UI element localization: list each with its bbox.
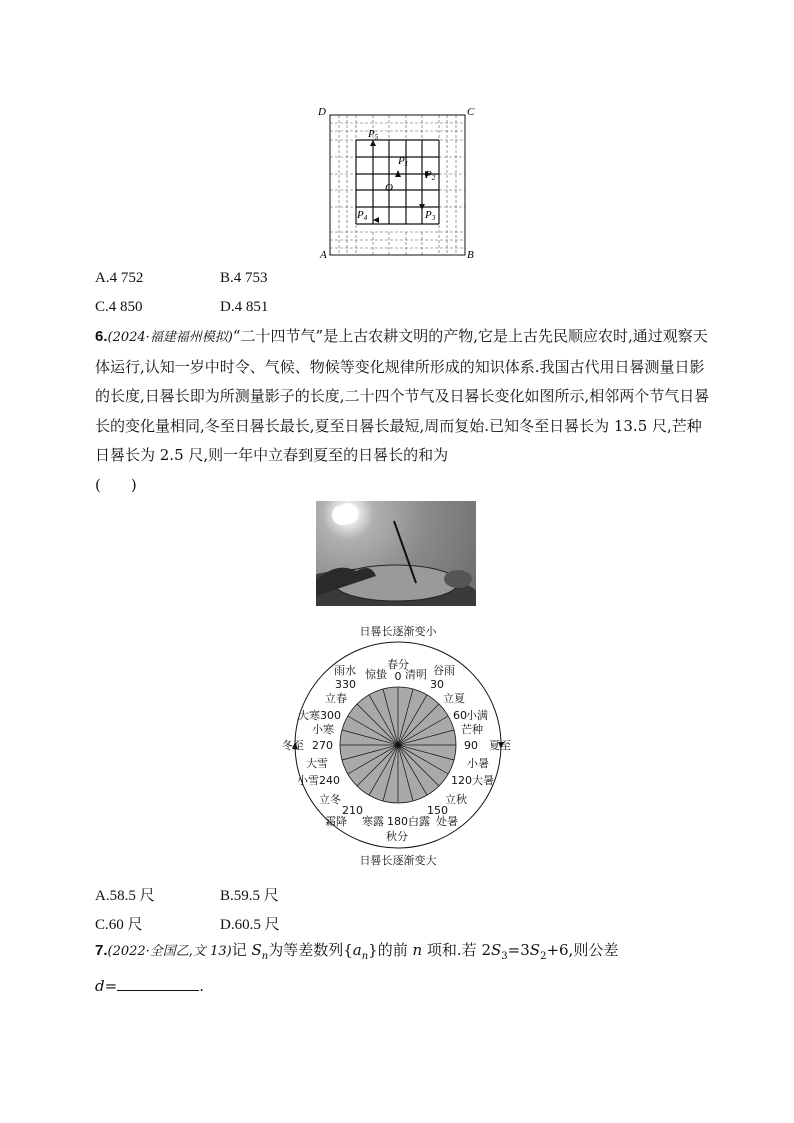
corner-label-b: B <box>467 249 474 260</box>
dial-bottom-caption: 日晷长逐渐变大 <box>359 854 437 867</box>
dial-spokes <box>340 687 456 803</box>
q7-stem: 7.(2022·全国乙,文 13)记 $S_n$为等差数列$\{a_n\}$的前 n 项和.若 $2S_3=3S_2+6$,则公差 d= . <box>95 941 619 995</box>
label-daxue: 大雪 <box>306 757 328 770</box>
q5-option-a: A.4 752 <box>95 270 144 286</box>
label-liqiu: 立秋 <box>445 793 467 806</box>
q6-paren: ( ) <box>95 475 137 494</box>
label-chunfen: 春分 <box>387 658 409 671</box>
corner-label-a: A <box>320 249 327 260</box>
label-180: 180 <box>387 815 408 828</box>
label-zero: 0 <box>394 670 402 683</box>
corner-label-c: C <box>467 106 475 118</box>
label-210: 210 <box>342 804 363 817</box>
q6-source: (2024·福建福州模拟) <box>107 330 233 345</box>
label-jingzhe: 惊蛰 <box>365 668 387 681</box>
label-qingming: 清明 <box>405 668 427 681</box>
q6-number: 6. <box>95 328 108 345</box>
label-chushu: 处暑 <box>436 815 458 828</box>
label-shuangjiang: 霜降 <box>325 815 347 828</box>
label-330: 330 <box>335 678 356 691</box>
label-lichun: 立春 <box>325 692 347 705</box>
q7-number: 7. <box>95 942 108 959</box>
point-label-p5: P5 <box>368 128 379 141</box>
label-winter: 冬至 <box>282 739 304 752</box>
label-bailu: 白露 <box>408 815 430 828</box>
grid-figure <box>315 100 485 260</box>
q6-text: “二十四节气”是上古农耕文明的产物,它是上古先民顺应农时,通过观察天体运行,认知一岁中时令、气候、物候等变化规律所形成的知识体系.我国古代用日晷测量日影的长度,日晷长即为所测量影子的长度,二十四个节气及日晷长变化如图所示,相邻两个节气日晷长的变化量相同,冬至日晷长最长,夏至日晷长最短,周而复始.已知冬至日晷长为 13.5 尺,芒种日晷长为 2.5 尺,则一年中立春到夏至的日晷长的和为 <box>95 327 710 464</box>
label-dahan300: 大寒300 <box>298 709 341 722</box>
label-xiaoxue240: 小雪240 <box>297 774 340 787</box>
q6-option-c: C.60 尺 <box>95 917 143 933</box>
label-lidong: 立冬 <box>319 793 341 806</box>
q7-source: (2022·全国乙,文 13) <box>107 944 232 959</box>
q6-stem <box>95 322 710 500</box>
label-90: 90 <box>464 739 478 752</box>
corner-label-d: D <box>318 106 326 118</box>
point-label-p4: P4 <box>357 209 368 222</box>
q6-option-b: B.59.5 尺 <box>220 888 279 904</box>
label-30: 30 <box>430 678 444 691</box>
point-label-p1: P1 <box>398 155 409 168</box>
solar-term-dial <box>270 618 530 870</box>
q7-answer-blank[interactable] <box>117 976 199 991</box>
sundial-photo <box>316 501 476 606</box>
label-270: 270 <box>312 739 333 752</box>
q5-option-b: B.4 753 <box>220 270 268 286</box>
label-qiufen: 秋分 <box>386 830 408 843</box>
label-yushui: 雨水 <box>334 664 356 677</box>
label-summer: 夏至 <box>489 739 511 752</box>
q7-d: d <box>95 976 105 995</box>
label-60: 60 <box>453 709 467 722</box>
dial-top-caption: 日晷长逐渐变小 <box>359 625 437 638</box>
q5-option-d: D.4 851 <box>220 299 269 315</box>
label-xiaohan: 小寒 <box>312 723 334 736</box>
label-150: 150 <box>427 804 448 817</box>
square-abcd <box>330 115 465 255</box>
q6-option-a: A.58.5 尺 <box>95 888 155 904</box>
label-lixia: 立夏 <box>443 692 465 705</box>
dashed-grid <box>330 115 465 255</box>
point-label-p3: P3 <box>425 209 436 222</box>
label-guyu: 谷雨 <box>433 664 455 677</box>
label-mangzhong: 芒种 <box>461 723 483 736</box>
label-xiaoshu: 小暑 <box>467 757 489 770</box>
point-label-p2: P2 <box>425 169 436 182</box>
label-hanlu: 寒露 <box>362 815 384 828</box>
origin-label: O <box>385 182 393 194</box>
label-dashu120: 120大暑 <box>451 774 494 787</box>
q5-option-c: C.4 850 <box>95 299 143 315</box>
q6-option-d: D.60.5 尺 <box>220 917 280 933</box>
label-xiaoman: 小满 <box>466 709 488 722</box>
